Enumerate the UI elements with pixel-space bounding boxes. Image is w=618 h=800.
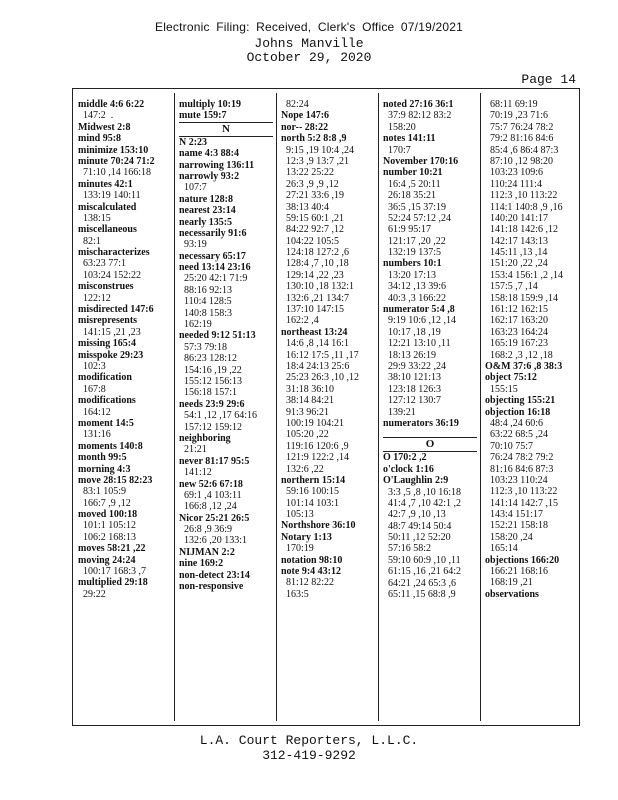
index-entry-term: Midwest 2:8 <box>78 121 131 133</box>
index-entry-term: morning 4:3 <box>78 463 131 475</box>
index-entry-continuation: 165:14 <box>485 543 518 555</box>
index-entry-term: mind 95:8 <box>78 133 122 145</box>
index-entry-continuation: 163:5 <box>281 588 309 600</box>
index-entry-continuation: 127:12 130:7 <box>383 395 442 407</box>
index-entry-continuation: 132:6 ,22 <box>281 463 324 475</box>
index-entry-term: minute 70:24 71:2 <box>78 155 155 167</box>
index-entry-continuation: 161:12 162:15 <box>485 304 549 316</box>
index-entry-continuation: 16:12 17:5 ,11 ,17 <box>281 349 359 361</box>
index-entry-continuation: 114:1 140:8 ,9 ,16 <box>485 201 563 213</box>
index-entry-continuation: 31:18 36:10 <box>281 383 335 395</box>
index-entry-term: northeast 13:24 <box>281 326 348 338</box>
index-entry-continuation: 132:6 ,21 134:7 <box>281 292 350 304</box>
index-entry-term: noted 27:16 36:1 <box>383 99 454 110</box>
index-entry-term: non-detect 23:14 <box>179 569 250 581</box>
index-entry-continuation: 110:24 111:4 <box>485 178 542 190</box>
index-entry-term: narrowly 93:2 <box>179 170 240 182</box>
index-entry-term: northern 15:14 <box>281 474 346 486</box>
index-entry-term: multiply 10:19 <box>179 99 241 110</box>
index-entry-term: multiplied 29:18 <box>78 577 148 589</box>
index-entry-continuation: 139:21 <box>383 406 416 418</box>
index-entry-continuation: 12:3 ,9 13:7 ,21 <box>281 155 350 167</box>
index-entry-continuation: 110:4 128:5 <box>179 296 232 308</box>
index-entry-continuation: 91:3 96:21 <box>281 406 330 418</box>
index-entry-continuation: 140:20 141:17 <box>485 212 549 224</box>
index-column-4 <box>383 99 477 717</box>
index-entry-continuation: 34:12 ,13 39:6 <box>383 281 447 293</box>
index-entry-continuation: 166:8 ,12 ,24 <box>179 501 237 513</box>
index-entry-continuation: 132:6 ,20 133:1 <box>179 535 248 547</box>
index-entry-continuation: 85:4 ,6 86:4 87:3 <box>485 144 559 156</box>
index-entry-continuation: 163:23 164:24 <box>485 326 549 338</box>
index-entry-term: moments 140:8 <box>78 440 143 452</box>
index-entry-continuation: 162:2 ,4 <box>281 315 319 327</box>
index-entry-term: nine 169:2 <box>179 558 224 570</box>
index-entry-term: Nicor 25:21 26:5 <box>179 512 250 524</box>
index-entry-continuation: 18:4 24:13 25:6 <box>281 360 350 372</box>
index-entry-term: nor-- 28:22 <box>281 121 329 133</box>
index-entry-term: objecting 155:21 <box>485 395 556 407</box>
index-entry-continuation: 42:7 ,9 ,10 ,13 <box>383 509 446 521</box>
index-entry-continuation: 103:24 152:22 <box>78 269 142 281</box>
index-entry-continuation: 156:18 157:1 <box>179 387 238 399</box>
index-entry-continuation: 76:24 78:2 79:2 <box>485 452 554 464</box>
index-entry-term: move 28:15 82:23 <box>78 474 153 486</box>
reporter-name: L.A. Court Reporters, L.L.C. <box>199 733 419 748</box>
index-entry-term: nature 128:8 <box>179 193 233 205</box>
index-entry-continuation: 137:10 147:15 <box>281 304 345 316</box>
index-entry-continuation: 37:9 82:12 83:2 <box>383 110 452 122</box>
index-entry-continuation: 140:8 158:3 <box>179 307 233 319</box>
index-entry-term: numerator 5:4 ,8 <box>383 304 455 316</box>
index-entry-continuation: 157:5 ,7 ,14 <box>485 281 538 293</box>
index-entry-term: misdirected 147:6 <box>78 304 154 316</box>
index-entry-continuation: 21:21 <box>179 444 207 456</box>
index-box <box>72 88 580 726</box>
index-entry-continuation: 38:13 40:4 <box>281 201 330 213</box>
index-entry-continuation: 71:10 ,14 166:18 <box>78 167 152 179</box>
index-entry-continuation: 70:19 ,23 71:6 <box>485 110 549 122</box>
index-entry-term: mischaracterizes <box>78 247 150 259</box>
index-entry-continuation: 119:16 120:6 ,9 <box>281 440 349 452</box>
index-entry-continuation: 168:19 ,21 <box>485 577 533 589</box>
index-entry-continuation: 158:20 ,24 <box>485 531 533 543</box>
index-column-5 <box>485 99 577 717</box>
index-entry-continuation: 16:4 ,5 20:11 <box>383 178 441 190</box>
index-entry-term: objection 16:18 <box>485 406 551 418</box>
index-entry-continuation: 166:7 ,9 ,12 <box>78 497 131 509</box>
index-entry-term: misspoke 29:23 <box>78 349 144 361</box>
index-entry-continuation: 141:18 142:6 ,12 <box>485 224 559 236</box>
index-entry-term: misconstrues <box>78 281 134 293</box>
column-divider <box>174 93 175 721</box>
index-entry-continuation: 168:2 ,3 ,12 ,18 <box>485 349 553 361</box>
index-entry-continuation: 103:23 109:6 <box>485 167 544 179</box>
index-entry-continuation: 57:3 79:18 <box>179 341 228 353</box>
index-entry-continuation: 18:13 26:19 <box>383 349 437 361</box>
index-entry-continuation: 36:5 ,15 37:19 <box>383 201 447 213</box>
index-entry-continuation: 81:16 84:6 87:3 <box>485 463 554 475</box>
index-entry-continuation: 105:13 <box>281 509 314 521</box>
index-entry-continuation: 158:20 <box>383 121 416 133</box>
column-divider <box>276 93 277 721</box>
index-entry-continuation: 9:15 ,19 10:4 ,24 <box>281 144 355 156</box>
index-entry-continuation: 162:19 <box>179 319 212 331</box>
index-entry-continuation: 121:17 ,20 ,22 <box>383 235 446 247</box>
index-entry-continuation: 26:18 35:21 <box>383 190 437 202</box>
index-entry-continuation: 164:12 <box>78 406 111 418</box>
index-entry-term: north 5:2 8:8 ,9 <box>281 133 347 145</box>
index-entry-continuation: 54:1 ,12 ,17 64:16 <box>179 410 258 422</box>
index-entry-term: notation 98:10 <box>281 554 343 566</box>
index-entry-term: needed 9:12 51:13 <box>179 330 256 342</box>
index-entry-continuation: 141:15 ,21 ,23 <box>78 326 141 338</box>
index-entry-term: objections 166:20 <box>485 554 560 566</box>
index-entry-continuation: 121:9 122:2 ,14 <box>281 452 350 464</box>
hearing-date: October 29, 2020 <box>246 50 372 65</box>
index-entry-term: nearest 23:14 <box>179 205 236 217</box>
index-entry-continuation: 63:22 68:5 ,24 <box>485 429 549 441</box>
index-entry-term: Nope 147:6 <box>281 110 330 122</box>
filing-stamp: Electronic Filing: Received, Clerk's Office 07/19/2021 <box>154 20 463 34</box>
index-entry-continuation: 48:7 49:14 50:4 <box>383 520 452 532</box>
index-entry-term: missing 165:4 <box>78 338 137 350</box>
index-entry-continuation: 107:7 <box>179 182 207 194</box>
index-entry-continuation: 52:24 57:12 ,24 <box>383 212 452 224</box>
index-entry-term: minimize 153:10 <box>78 144 149 156</box>
index-entry-continuation: 59:15 60:1 ,21 <box>281 212 345 224</box>
index-entry-continuation: 152:21 158:18 <box>485 520 549 532</box>
index-entry-continuation: 87:10 ,12 98:20 <box>485 155 554 167</box>
index-entry-continuation: 162:17 163:20 <box>485 315 549 327</box>
index-entry-continuation: 132:19 137:5 <box>383 247 442 259</box>
index-entry-continuation: 165:19 167:23 <box>485 338 549 350</box>
index-entry-term: Notary 1:13 <box>281 531 332 543</box>
index-entry-continuation: 142:17 143:13 <box>485 235 549 247</box>
index-entry-continuation: 112:3 ,10 113:22 <box>485 190 558 202</box>
index-entry-continuation: 100:17 168:3 ,7 <box>78 566 147 578</box>
index-column-1 <box>78 99 172 717</box>
index-entry-continuation: 124:18 127:2 ,6 <box>281 247 350 259</box>
index-entry-term: NIJMAN 2:2 <box>179 546 235 558</box>
index-entry-continuation: 69:1 ,4 103:11 <box>179 489 242 501</box>
index-entry-term: numbers 10:1 <box>383 258 442 270</box>
index-entry-continuation: 38:14 84:21 <box>281 395 335 407</box>
index-column-3 <box>281 99 375 717</box>
index-entry-term: miscalculated <box>78 201 137 213</box>
index-entry-term: Northshore 36:10 <box>281 520 356 532</box>
index-entry-continuation: 82:1 <box>78 235 101 247</box>
index-entry-term: note 9:4 43:12 <box>281 566 341 578</box>
index-entry-term: moved 100:18 <box>78 509 138 521</box>
index-entry-continuation: 145:11 ,13 ,14 <box>485 247 548 259</box>
index-entry-continuation: 133:19 140:11 <box>78 190 141 202</box>
index-entry-continuation: 129:14 ,22 ,23 <box>281 269 344 281</box>
index-entry-term: N 2:23 <box>179 136 208 148</box>
index-entry-continuation: 70:10 75:7 <box>485 440 534 452</box>
reporter-phone: 312-419-9292 <box>262 748 356 763</box>
index-entry-continuation: 93:19 <box>179 239 207 251</box>
index-entry-term: O&M 37:6 ,8 38:3 <box>485 360 563 372</box>
index-entry-term: minutes 42:1 <box>78 178 133 190</box>
index-entry-continuation: 143:4 151:17 <box>485 509 544 521</box>
index-entry-term: modifications <box>78 395 136 407</box>
index-entry-term: misrepresents <box>78 315 138 327</box>
index-entry-continuation: 84:22 92:7 ,12 <box>281 224 345 236</box>
index-entry-term: miscellaneous <box>78 224 137 236</box>
index-entry-continuation: 61:9 95:17 <box>383 224 432 236</box>
index-entry-term: necessary 65:17 <box>179 250 246 262</box>
index-entry-continuation: 50:11 ,12 52:20 <box>383 532 451 544</box>
page-number: Page 14 <box>521 72 576 87</box>
index-entry-continuation: 106:2 168:13 <box>78 531 137 543</box>
index-entry-continuation: 138:15 <box>78 212 111 224</box>
index-entry-continuation: 57:16 58:2 <box>383 543 432 555</box>
index-entry-term: modification <box>78 372 132 384</box>
index-entry-term: number 10:21 <box>383 167 443 179</box>
case-title: Johns Manville <box>254 36 364 51</box>
index-entry-term: November 170:16 <box>383 155 459 167</box>
index-entry-continuation: 27:21 33:6 ,19 <box>281 190 345 202</box>
index-entry-continuation: 101:14 103:1 <box>281 497 340 509</box>
index-entry-continuation: 38:10 121:13 <box>383 372 442 384</box>
index-entry-term: O 170:2 ,2 <box>383 452 427 464</box>
index-entry-term: numerators 36:19 <box>383 417 459 429</box>
index-entry-continuation: 75:7 76:24 78:2 <box>485 121 554 133</box>
index-entry-term: moving 24:24 <box>78 554 136 566</box>
index-entry-continuation: 105:20 ,22 <box>281 429 329 441</box>
index-entry-continuation: 83:1 105:9 <box>78 486 127 498</box>
index-column-2 <box>179 99 273 717</box>
index-entry-continuation: 147:2 . <box>78 110 114 122</box>
index-entry-continuation: 3:3 ,5 ,8 ,10 16:18 <box>383 486 462 498</box>
index-entry-continuation: 29:22 <box>78 588 106 600</box>
index-entry-term: notes 141:11 <box>383 133 436 145</box>
index-entry-term: neighboring <box>179 432 231 444</box>
index-entry-term: needs 23:9 29:6 <box>179 398 245 410</box>
index-entry-term: month 99:5 <box>78 452 127 464</box>
index-entry-continuation: 158:18 159:9 ,14 <box>485 292 559 304</box>
index-entry-continuation: 112:3 ,10 113:22 <box>485 486 558 498</box>
index-entry-continuation: 9:19 10:6 ,12 ,14 <box>383 315 457 327</box>
index-entry-continuation: 65:11 ,15 68:8 ,9 <box>383 589 456 601</box>
index-entry-term: necessarily 91:6 <box>179 227 247 239</box>
index-entry-continuation: 141:12 <box>179 467 212 479</box>
index-entry-continuation: 14:6 ,8 ,14 16:1 <box>281 338 350 350</box>
spacer <box>383 429 477 437</box>
index-entry-continuation: 88:16 92:13 <box>179 284 233 296</box>
index-entry-term: observations <box>485 588 539 600</box>
index-entry-term: nearly 135:5 <box>179 216 233 228</box>
index-entry-continuation: 157:12 159:12 <box>179 421 243 433</box>
index-entry-continuation: 130:10 ,18 132:1 <box>281 281 355 293</box>
index-entry-continuation: 64:21 ,24 65:3 ,6 <box>383 577 457 589</box>
index-entry-term: o'clock 1:16 <box>383 463 434 475</box>
index-entry-continuation: 63:23 77:1 <box>78 258 127 270</box>
index-entry-continuation: 13:20 17:13 <box>383 269 437 281</box>
index-entry-continuation: 103:23 110:24 <box>485 474 548 486</box>
column-divider <box>378 93 379 721</box>
index-entry-continuation: 154:16 ,19 ,22 <box>179 364 242 376</box>
index-entry-continuation: 141:14 142:7 ,15 <box>485 497 559 509</box>
index-entry-continuation: 59:16 100:15 <box>281 486 340 498</box>
index-entry-continuation: 82:24 <box>281 99 309 110</box>
index-entry-continuation: 29:9 33:22 ,24 <box>383 360 447 372</box>
index-entry-continuation: 170:7 <box>383 144 411 156</box>
index-entry-term: middle 4:6 6:22 <box>78 99 145 110</box>
index-entry-continuation: 61:15 ,16 ,21 64:2 <box>383 566 462 578</box>
index-entry-continuation: 25:20 42:1 71:9 <box>179 273 248 285</box>
index-entry-continuation: 101:1 105:12 <box>78 520 137 532</box>
index-entry-term: mute 159:7 <box>179 110 227 122</box>
index-entry-continuation: 81:12 82:22 <box>281 577 335 589</box>
index-entry-continuation: 155:15 <box>485 383 518 395</box>
index-entry-continuation: 40:3 ,3 166:22 <box>383 292 447 304</box>
index-entry-term: moment 14:5 <box>78 417 134 429</box>
index-entry-continuation: 48:4 ,24 60:6 <box>485 417 544 429</box>
index-entry-term: narrowing 136:11 <box>179 159 255 171</box>
index-entry-continuation: 166:21 168:16 <box>485 566 549 578</box>
index-entry-continuation: 170:19 <box>281 543 314 555</box>
index-entry-continuation: 41:4 ,7 ,10 42:1 ,2 <box>383 497 462 509</box>
index-entry-term: O'Laughlin 2:9 <box>383 475 449 487</box>
index-entry-continuation: 13:22 25:22 <box>281 167 335 179</box>
index-entry-continuation: 59:10 60:9 ,10 ,11 <box>383 554 461 566</box>
index-entry-continuation: 131:16 <box>78 429 111 441</box>
index-entry-term: new 52:6 67:18 <box>179 478 243 490</box>
index-entry-continuation: 155:12 156:13 <box>179 375 243 387</box>
index-entry-continuation: 86:23 128:12 <box>179 353 238 365</box>
index-entry-continuation: 26:3 ,9 ,9 ,12 <box>281 178 339 190</box>
section-letter: O <box>425 438 435 451</box>
index-entry-continuation: 79:2 81:16 84:6 <box>485 133 554 145</box>
section-letter: N <box>222 122 230 135</box>
index-entry-continuation: 100:19 104:21 <box>281 417 345 429</box>
index-entry-term: object 75:12 <box>485 372 537 384</box>
index-entry-term: need 13:14 23:16 <box>179 262 251 274</box>
index-entry-term: name 4:3 88:4 <box>179 148 239 160</box>
index-entry-continuation: 12:21 13:10 ,11 <box>383 338 451 350</box>
index-entry-continuation: 10:17 ,18 ,19 <box>383 326 441 338</box>
index-entry-continuation: 128:4 ,7 ,10 ,18 <box>281 258 349 270</box>
index-entry-term: moves 58:21 ,22 <box>78 543 146 555</box>
index-entry-term: never 81:17 95:5 <box>179 455 250 467</box>
index-entry-continuation: 167:8 <box>78 383 106 395</box>
index-entry-continuation: 25:23 26:3 ,10 ,12 <box>281 372 360 384</box>
index-entry-continuation: 122:12 <box>78 292 111 304</box>
index-entry-continuation: 153:4 156:1 ,2 ,14 <box>485 269 564 281</box>
index-entry-term: non-responsive <box>179 581 244 593</box>
column-divider <box>480 93 481 721</box>
index-entry-continuation: 151:20 ,22 ,24 <box>485 258 548 270</box>
index-entry-continuation: 102:3 <box>78 360 106 372</box>
index-entry-continuation: 104:22 105:5 <box>281 235 340 247</box>
index-entry-continuation: 26:8 ,9 36:9 <box>179 524 233 536</box>
index-entry-continuation: 123:18 126:3 <box>383 383 442 395</box>
index-entry-continuation: 68:11 69:19 <box>485 99 538 110</box>
